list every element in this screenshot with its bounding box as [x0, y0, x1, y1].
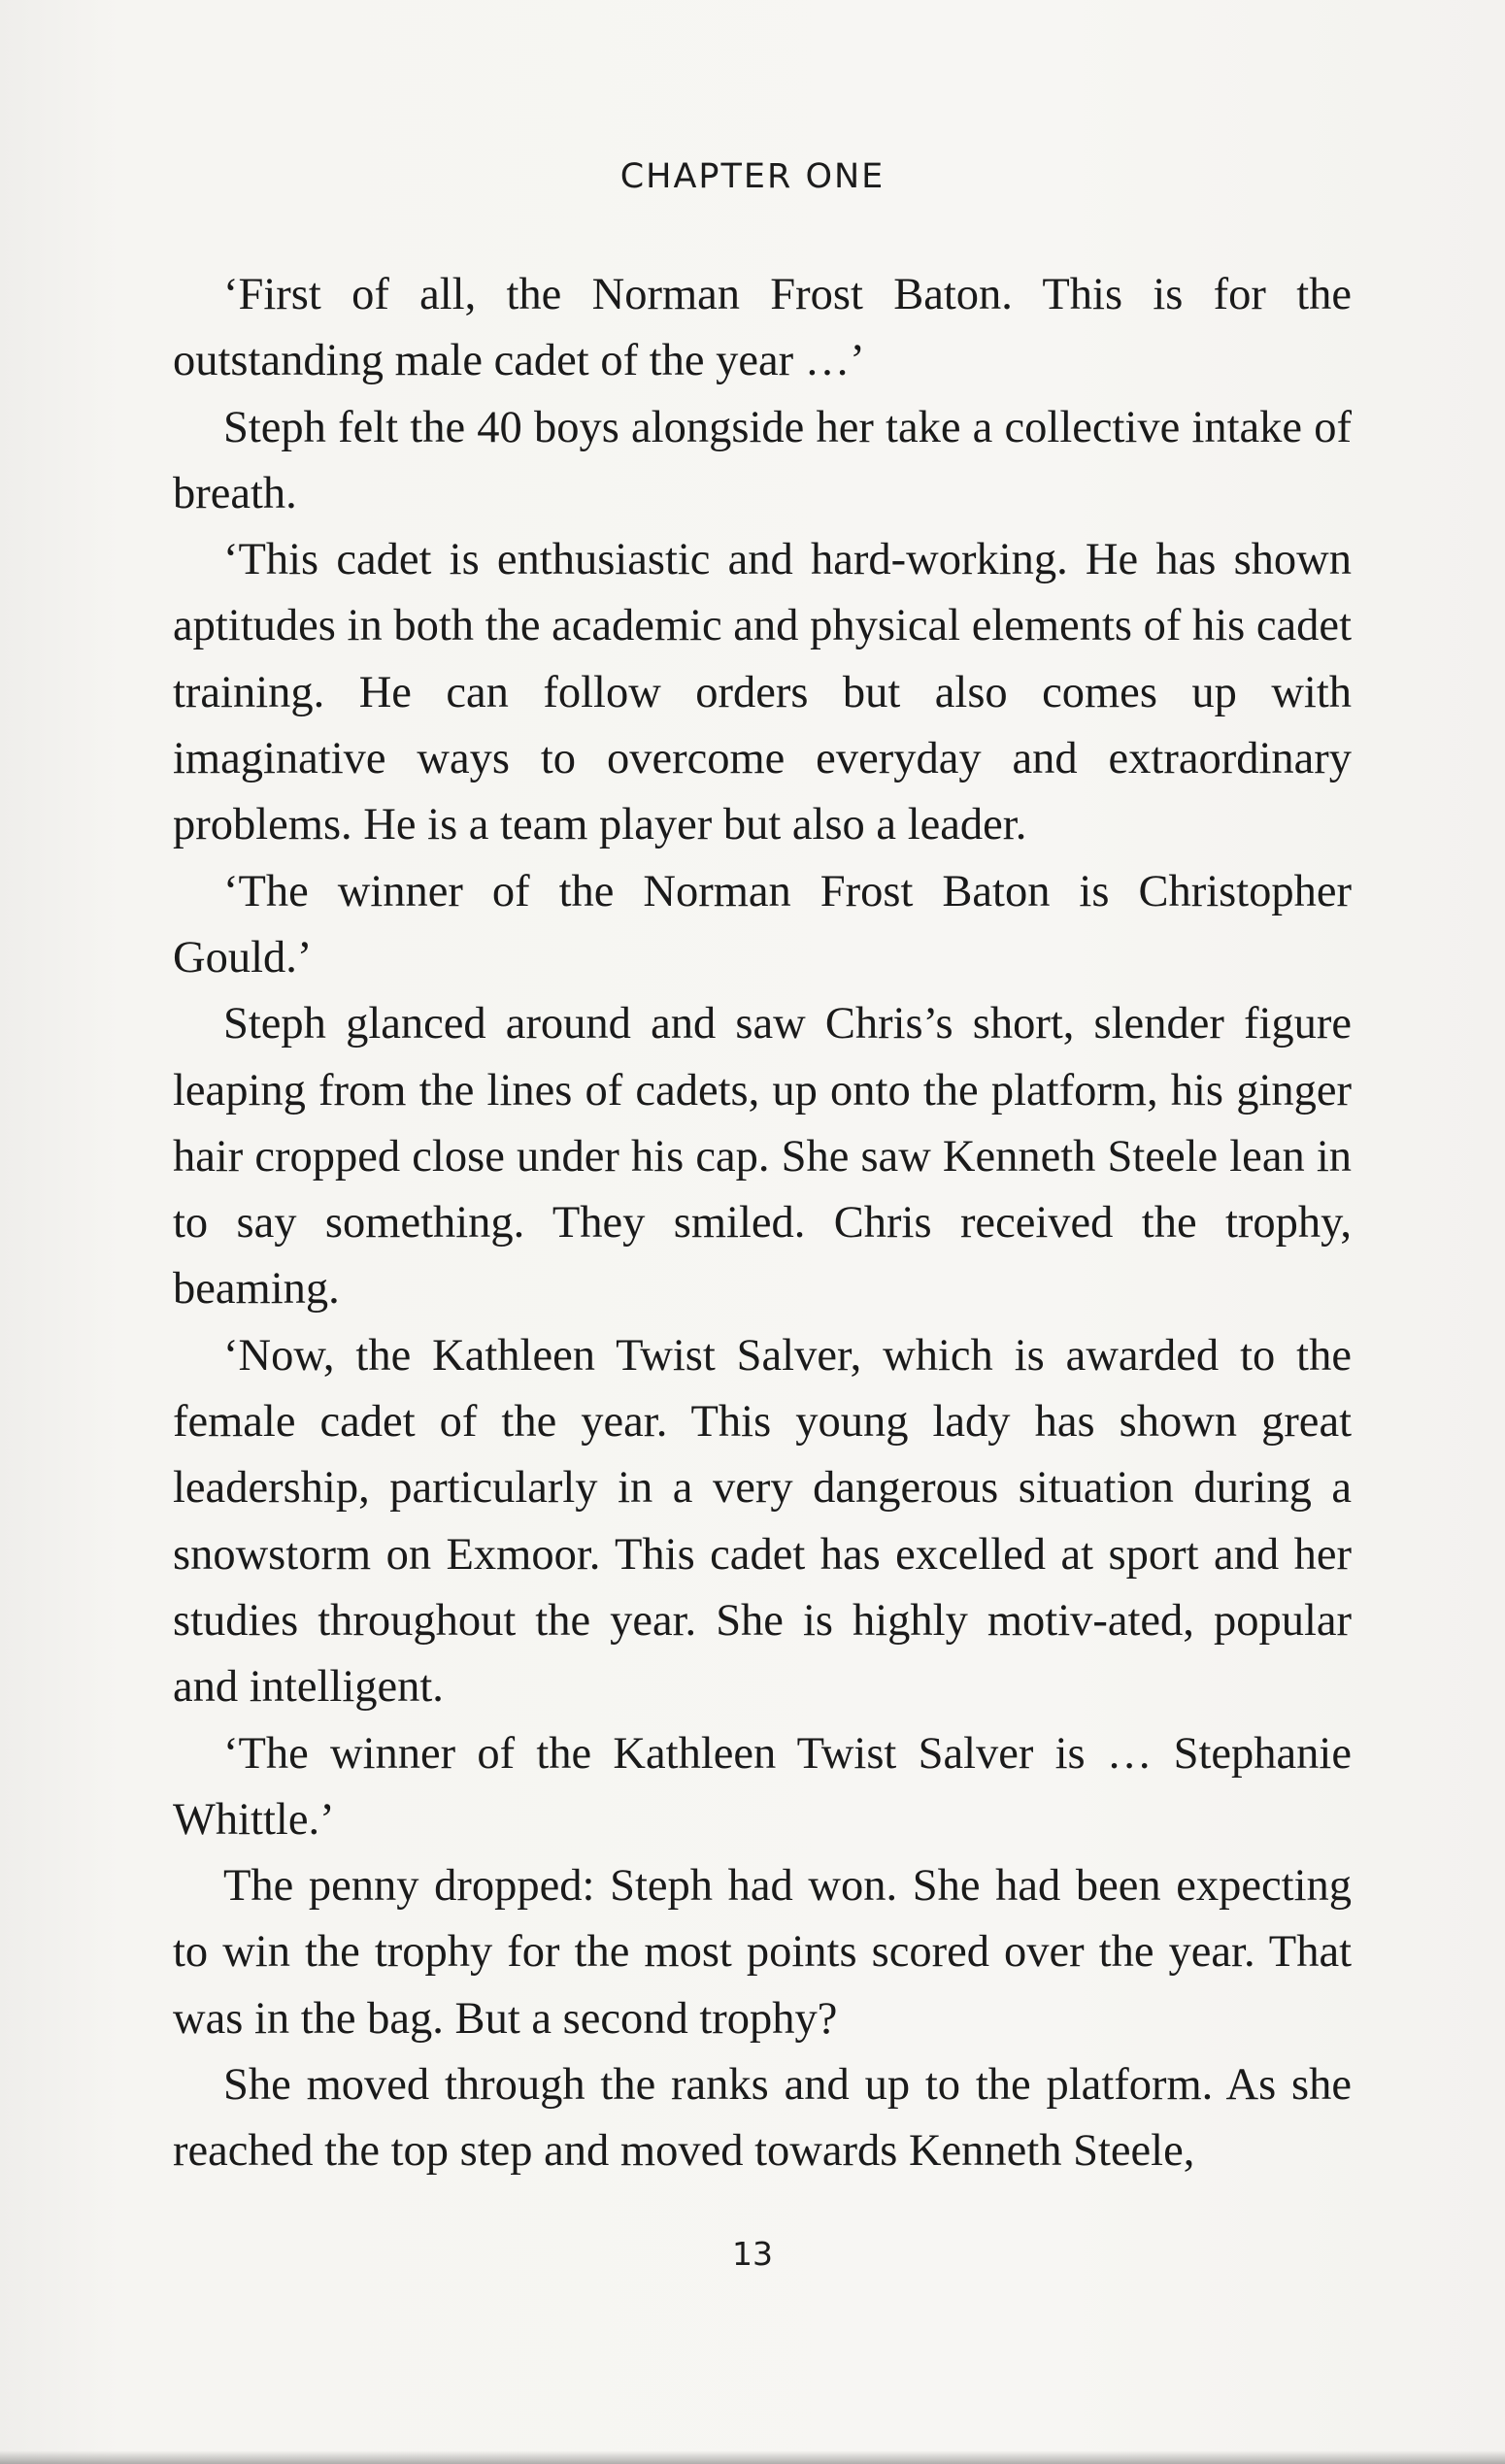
paragraph: Steph felt the 40 boys alongside her take a collective intake of breath.: [173, 402, 1352, 518]
paragraph: She moved through the ranks and up to the platform. As she reached the top step and moved towards Kenneth Steele,: [173, 2060, 1352, 2177]
paragraph: ‘First of all, the Norman Frost Baton. This is for the outstanding male cadet of the year …’: [173, 270, 1352, 386]
paragraph: ‘Now, the Kathleen Twist Salver, which is awarded to the female cadet of the year. This young lady has shown great leadership, particularly in a very dangerous situation during a snowstorm on Exmoor. This cadet has excelled at sport and her studies throughout the year. She is highly motiv-ated, popular and intelligent.: [173, 1330, 1352, 1713]
paragraph: Steph glanced around and saw Chris’s short, slender figure leaping from the lines of cadets, up onto the platform, his ginger hair cropped close under his cap. She saw Kenneth Steele lean in to say something. They smiled. Chris received the trophy, beaming.: [173, 999, 1352, 1315]
chapter-heading: CHAPTER ONE: [619, 157, 886, 196]
page-number: 13: [732, 2235, 773, 2273]
paragraph: ‘The winner of the Kathleen Twist Salver is … Stephanie Whittle.’: [173, 1728, 1352, 1845]
body-text: [173, 262, 1352, 2185]
paragraph: ‘The winner of the Norman Frost Baton is Christopher Gould.’: [173, 866, 1352, 982]
page-edge-shadow: [0, 2450, 1505, 2464]
paragraph: The penny dropped: Steph had won. She had been expecting to win the trophy for the most points scored over the year. That was in the bag. But a second trophy?: [173, 1861, 1352, 2044]
paragraph: ‘This cadet is enthusiastic and hard-working. He has shown aptitudes in both the academic and physical elements of his cadet training. He can follow orders but also comes up with imaginative ways to overcome everyday and extraordinary problems. He is a team player but also a leader.: [173, 535, 1352, 850]
